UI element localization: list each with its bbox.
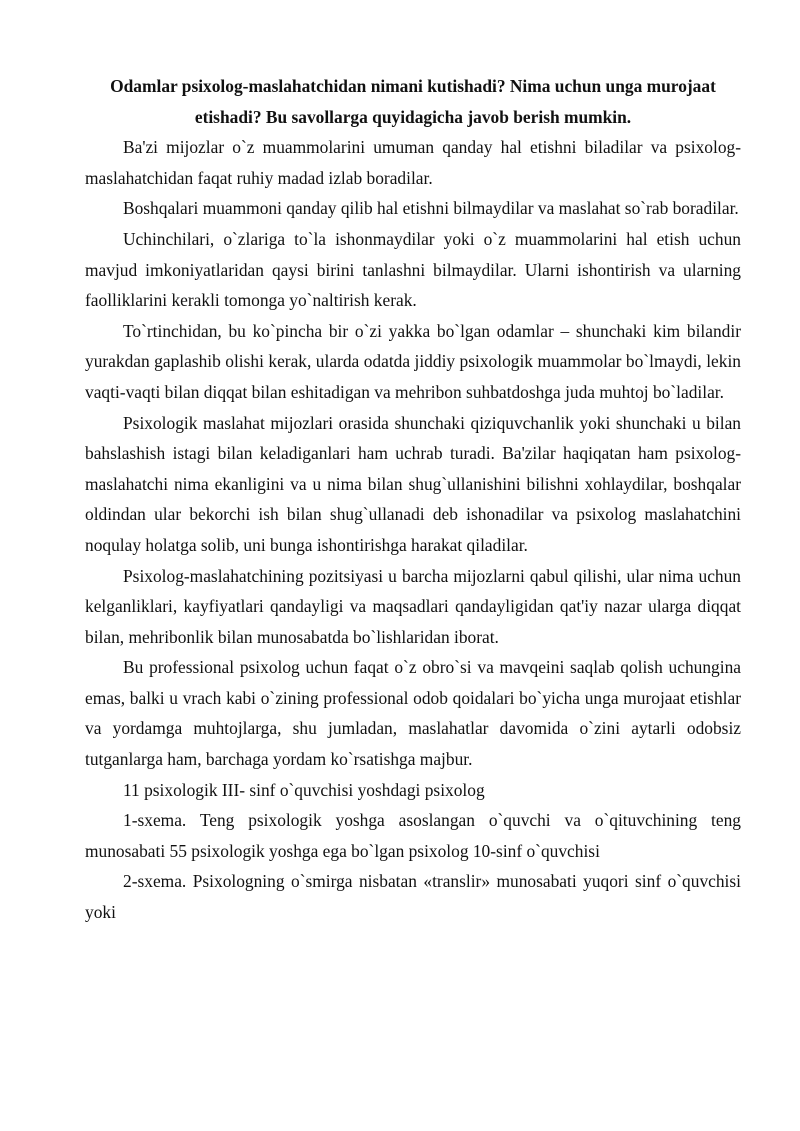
paragraph: 11 psixologik III- sinf o`quvchisi yoshdagi psixolog: [123, 779, 485, 800]
figure-caption: 2-sxema. Psixologning o`smirga nisbatan «translir» munosabati yuqori sinf o`quvchisi yoki: [85, 871, 741, 923]
paragraph: Psixologik maslahat mijozlari orasida shunchaki qiziquvchanlik yoki shunchaki u bilan bahslashish istagi bilan keladiganlari ham uchrab turadi. Ba'zilar haqiqatan ham psixolog-maslahatchi nima ekanligini va u nima bilan shug`ullanishini bilishni xohlaydilar, boshqalar oldindan ular bekorchi ish bilan shug`ullanadi deb ishonadilar va psixolog maslahatchini noqulay holatga solib, uni bunga ishontirishga harakat qiladilar.: [85, 412, 741, 555]
document-heading: Odamlar psixolog-maslahatchidan nimani kutishadi? Nima uchun unga murojaat etishadi? Bu savollarga quyidagicha javob berish mumkin.: [110, 76, 716, 127]
paragraph: To`rtinchidan, bu ko`pincha bir o`zi yakka bo`lgan odamlar – shunchaki kim bilandir yurakdan gaplashib olishi kerak, ularda odatda jiddiy psixologik muammolar bo`lmaydi, lekin vaqti-vaqti bilan diqqat bilan eshitadigan va mehribon suhbatdoshga juda muhtoj bo`ladilar.: [85, 320, 741, 402]
paragraph: Bu professional psixolog uchun faqat o`z obro`si va mavqeini saqlab qolish uchungina emas, balki u vrach kabi o`zining professional odob qoidalari bo`yicha unga murojaat etishlar va yordamga muhtojlarga, shu jumladan, maslahatlar davomida o`zini aytarli odobsiz tutganlarga ham, barchaga yordam ko`rsatishga majbur.: [85, 657, 741, 770]
figure-caption: 1-sxema. Teng psixologik yoshga asoslangan o`quvchi va o`qituvchining teng munosabati 55 psixologik yoshga ega bo`lgan psixolog 10-sinf o`quvchisi: [85, 810, 741, 861]
paragraph: Uchinchilari, o`zlariga to`la ishonmaydilar yoki o`z muammolarini hal etish uchun mavjud imkoniyatlaridan qaysi birini tanlashni bilmaydilar. Ularni ishontirish va ularning faolliklarini kerakli tomonga yo`naltirish kerak.: [85, 228, 741, 311]
paragraph: Boshqalari muammoni qanday qilib hal etishni bilmaydilar va maslahat so`rab boradilar.: [123, 198, 739, 219]
paragraph: Psixolog-maslahatchining pozitsiyasi u barcha mijozlarni qabul qilishi, ular nima uchun kelganliklari, kayfiyatlari qandayligi va maqsadlari qandayligidan qat'iy nazar ularga diqqat bilan, mehribonlik bilan munosabatda bo`lishlaridan iborat.: [85, 565, 741, 647]
paragraph: Ba'zi mijozlar o`z muammolarini umuman qanday hal etishni biladilar va psixolog-maslahatchidan faqat ruhiy madad izlab boradilar.: [85, 137, 741, 188]
document-page: [85, 71, 741, 928]
